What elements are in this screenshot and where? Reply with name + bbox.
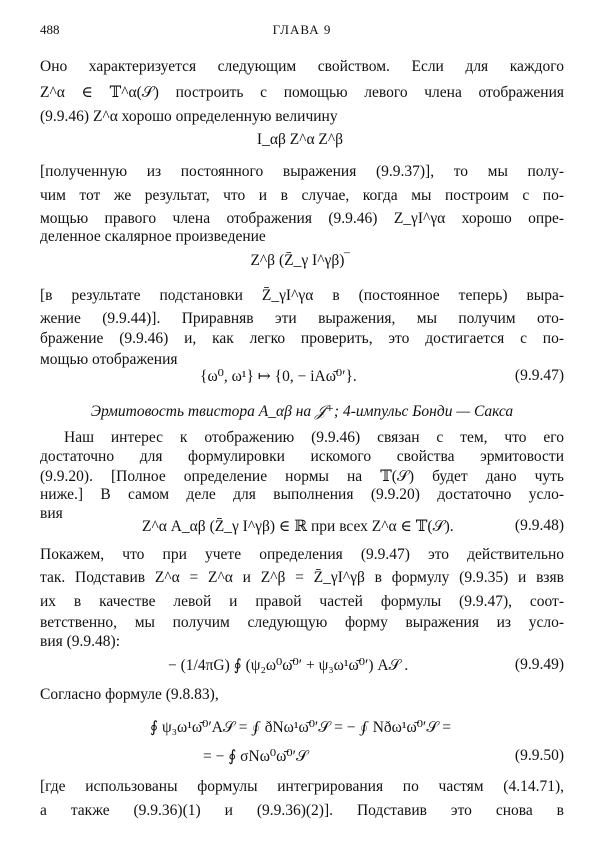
text-line: ветственно, мы получим следующую форму выражения из усло- <box>40 614 564 631</box>
text-line: [где использованы формулы интегрирования по частям (4.14.71), <box>40 778 564 795</box>
text-line: мощью правого члена отображения (9.9.46) Z_γI^γα хорошо опре- <box>40 210 564 227</box>
text-line: их в качестве левой и правой частей формулы (9.9.47), соот- <box>40 593 564 610</box>
text-line: бражениe (9.9.46) и, как легко проверить, это достигается с по- <box>40 330 564 347</box>
text-line: чим тот же результат, что и в случае, когда мы построим с по- <box>40 187 564 204</box>
equation-number: (9.9.48) <box>514 517 564 534</box>
equation-9-9-47: {ω⁰, ω¹} ↦ {0, − iAω̄⁰′}. <box>200 368 357 385</box>
equation-9-9-50-line-1: ∮ ψ₃ω¹ω̄⁰′A𝒮 = ∮ ðNω¹ω̄⁰′𝒮 = − ∮ Nðω¹ω̄⁰′𝒮 = <box>150 719 451 736</box>
text-line: деленное скалярное произведение <box>40 228 266 245</box>
text-line: а также (9.9.36)(1) и (9.9.36)(2)]. Подставив это снова в <box>40 802 564 819</box>
text-line: так. Подставив Z^α = Z^α и Z^β = Z̄_γI^γβ в формулу (9.9.35) и взяв <box>40 569 564 586</box>
text-line: ниже.] В самом деле для выполнения (9.9.20) достаточно усло- <box>40 486 564 503</box>
text-line: [в результате подстановки Z̄_γI^γα в (постоянное теперь) выра- <box>40 287 564 304</box>
text-line: [полученную из постоянного выражения (9.9.37)], то мы полу- <box>40 163 564 180</box>
text-line: жение (9.9.44)]. Приравняв эти выражения, мы получим ото- <box>40 310 564 327</box>
text-line: Покажем, что при учете определения (9.9.47) это действительно <box>40 546 564 563</box>
equation-9-9-50-line-2: = − ∮ σNω⁰ω̄⁰′𝒮 <box>203 748 308 765</box>
page-number: 488 <box>40 22 60 37</box>
text-line: (9.9.46) Z^α хорошо определенную величину <box>40 108 338 125</box>
text-line: Z^α ∈ 𝕋^α(𝒮) построить с помощью левого члена отображения <box>40 84 564 101</box>
equation-number: (9.9.47) <box>514 367 564 384</box>
display-formula: Z^β (Z̄_γ I^γβ)‾ <box>250 252 350 269</box>
text-line: достаточно для формулировки искомого свойства эрмитовости <box>40 448 564 465</box>
section-heading: Эрмитовость твистора A_αβ на 𝒥⁺; 4-импульс Бонди — Сакса <box>90 403 514 420</box>
equation-9-9-49: − (1/4πG) ∮ (ψ₂ω⁰ω̄⁰′ + ψ₃ω¹ω̄⁰′) A𝒮 . <box>168 657 409 674</box>
text-line: Наш интерес к отображению (9.9.46) связан с тем, что его <box>64 429 564 446</box>
text-line: вия (9.9.48): <box>40 633 120 650</box>
text-line: (9.9.20). [Полное определение нормы на 𝕋(𝒮) будет дано чуть <box>40 468 564 485</box>
equation-9-9-48: Z^α A_αβ (Z̄_γ I^γβ) ∈ ℝ при всех Z^α ∈ 𝕋(𝒮). <box>142 518 454 535</box>
equation-number: (9.9.50) <box>514 747 564 764</box>
text-line: вия <box>40 505 63 522</box>
page-header <box>40 22 564 42</box>
text-line: мощью отображения <box>40 351 178 368</box>
display-formula: I_αβ Z^α Z^β <box>256 131 344 148</box>
text-line: Согласно формуле (9.8.83), <box>40 686 219 703</box>
chapter-title: ГЛАВА 9 <box>272 22 332 37</box>
equation-number: (9.9.49) <box>514 656 564 673</box>
text-line: Оно характеризуется следующим свойством. Если для каждого <box>40 58 564 75</box>
